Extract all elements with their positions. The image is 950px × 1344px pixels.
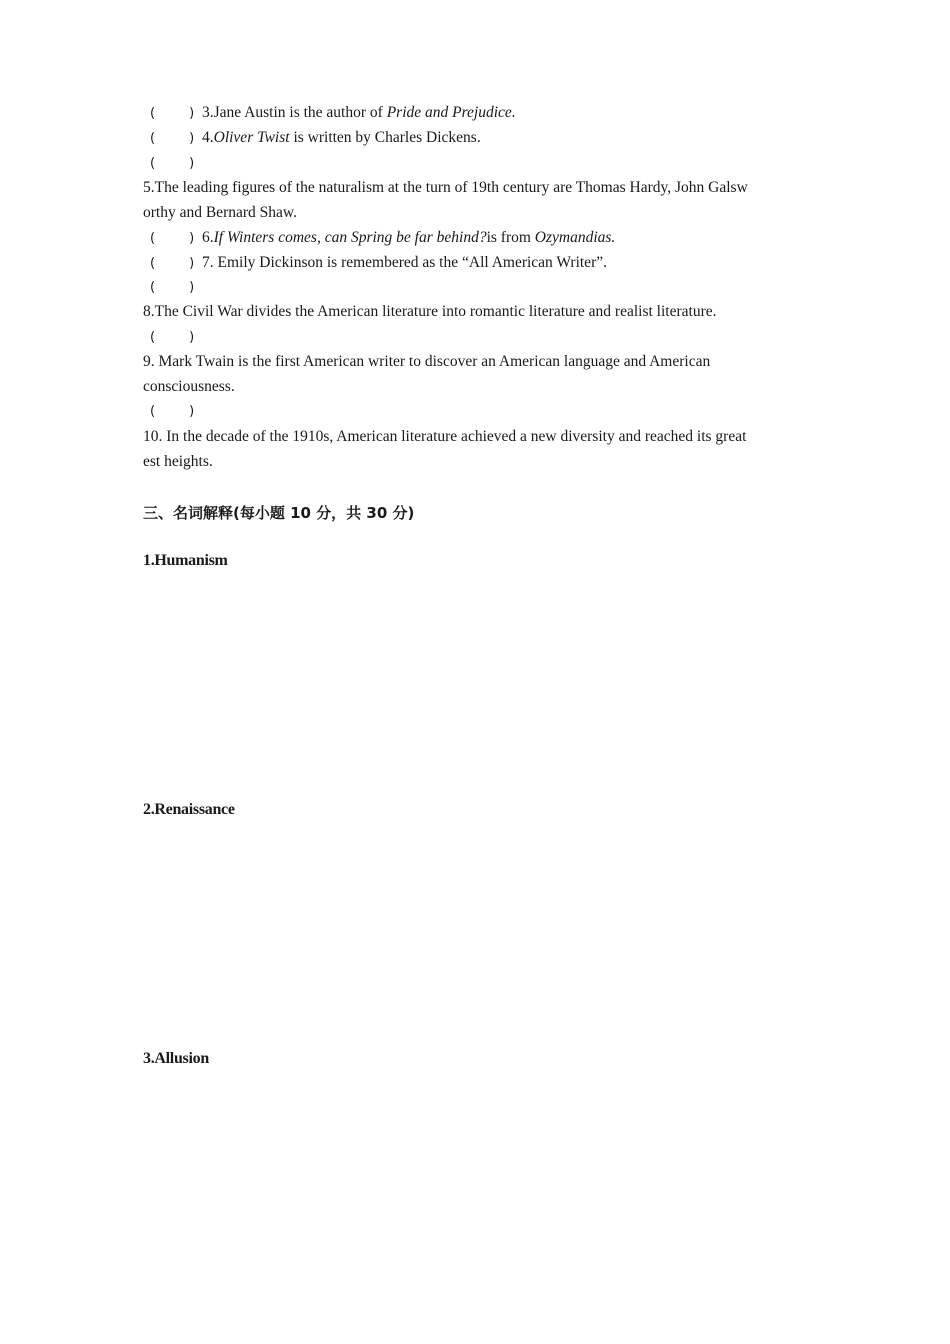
answer-blank[interactable]: ( ) <box>150 231 195 246</box>
term-allusion: 3.Allusion <box>143 1050 209 1067</box>
answer-blank-q5[interactable]: ( ) <box>150 156 195 171</box>
question-10-line-1: 10. In the decade of the 1910s, American literature achieved a new diversity and reached its great <box>143 428 747 445</box>
question-9-line-2: consciousness. <box>143 378 235 395</box>
question-9-line-1: 9. Mark Twain is the first American writer to discover an American language and American <box>143 353 711 370</box>
answer-blank[interactable]: ( ) <box>150 256 195 271</box>
term-renaissance: 2.Renaissance <box>143 801 235 818</box>
question-7: ( ) 7. Emily Dickinson is remembered as the “All American Writer”. <box>150 253 607 274</box>
answer-blank[interactable]: ( ) <box>150 106 195 121</box>
term-humanism: 1.Humanism <box>143 552 228 569</box>
question-6: ( ) 6.If Winters comes, can Spring be far behind?is from Ozymandias. <box>150 228 615 249</box>
answer-blank-q9[interactable]: ( ) <box>150 330 195 345</box>
answer-blank[interactable]: ( ) <box>150 131 195 146</box>
question-10-line-2: est heights. <box>143 453 213 470</box>
answer-blank-q8[interactable]: ( ) <box>150 280 195 295</box>
question-5-line-2: orthy and Bernard Shaw. <box>143 204 297 221</box>
question-5-line-1: 5.The leading figures of the naturalism at the turn of 19th century are Thomas Hardy, John Galsw <box>143 179 748 196</box>
question-4: ( ) 4.Oliver Twist is written by Charles Dickens. <box>150 128 481 149</box>
section-3-heading: 三、名词解释(每小题 10 分，共 30 分) <box>143 504 415 522</box>
question-3: ( ) 3.Jane Austin is the author of Pride and Prejudice. <box>150 103 516 124</box>
question-8: 8.The Civil War divides the American literature into romantic literature and realist literature. <box>143 303 717 320</box>
answer-blank-q10[interactable]: ( ) <box>150 404 195 419</box>
